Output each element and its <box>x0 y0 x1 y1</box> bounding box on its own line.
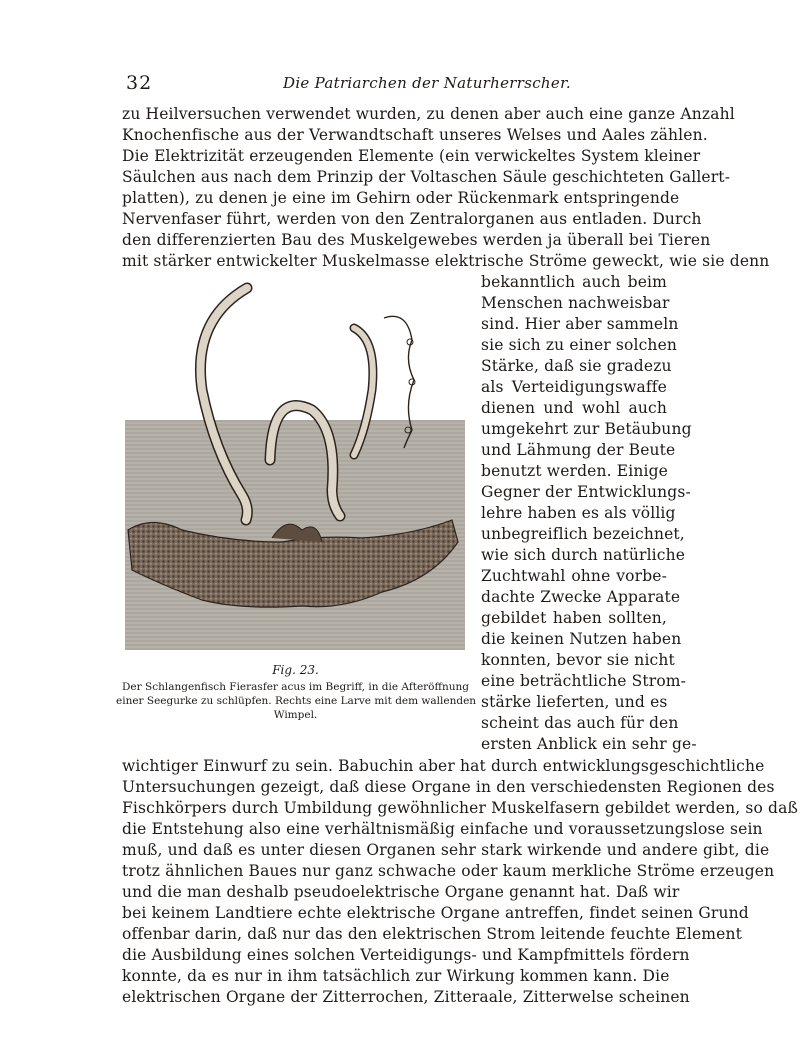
text-line: als Verteidigungswaffe <box>481 378 667 396</box>
text-line: Nervenfaser führt, werden von den Zentralorganen aus entladen. Durch <box>122 210 702 228</box>
text-line: und Lähmung der Beute <box>481 441 676 459</box>
text-line: wichtiger Einwurf zu sein. Babuchin aber hat durch entwicklungsgeschichtliche <box>122 757 765 775</box>
text-line: Gegner der Entwicklungs- <box>481 483 691 501</box>
text-line: sie sich zu einer solchen <box>481 336 678 354</box>
text-line: die Ausbildung eines solchen Verteidigungs- und Kampfmittels fördern <box>122 946 690 964</box>
text-line: offenbar darin, daß nur das den elektrischen Strom leitende feuchte Element <box>122 925 742 943</box>
text-line: Zuchtwahl ohne vorbe- <box>481 567 667 585</box>
text-line: Die Elektrizität erzeugenden Elemente (ein verwickeltes System kleiner <box>122 147 701 165</box>
text-line: scheint das auch für den <box>481 714 679 732</box>
text-line: konnten, bevor sie nicht <box>481 651 675 669</box>
text-line: Knochenfische aus der Verwandtschaft unseres Welses und Aales zählen. <box>122 126 708 144</box>
text-line: die Entstehung also eine verhältnismäßig einfache und voraussetzungslose sein <box>122 820 763 838</box>
text-line: lehre haben es als völlig <box>481 504 676 522</box>
figure-label: Fig. 23. <box>272 663 319 677</box>
text-line: Stärke, daß sie gradezu <box>481 357 672 375</box>
text-line: Fischkörpers durch Umbildung gewöhnlicher Muskelfasern gebildet werden, so daß <box>122 799 798 817</box>
text-line: bekanntlich auch beim <box>481 273 667 291</box>
text-line: wie sich durch natürliche <box>481 546 686 564</box>
text-line: gebildet haben sollten, <box>481 609 667 627</box>
figure-caption-line: Wimpel. <box>273 709 318 721</box>
text-line: und die man deshalb pseudoelektrische Organe genannt hat. Daß wir <box>122 883 680 901</box>
text-line: dachte Zwecke Apparate <box>481 588 681 606</box>
text-line: unbegreiflich bezeichnet, <box>481 525 685 543</box>
text-line: bei keinem Landtiere echte elektrische Organe antreffen, findet seinen Grund <box>122 904 749 922</box>
text-line: trotz ähnlichen Baues nur ganz schwache oder kaum merkliche Ströme erzeugen <box>122 862 775 880</box>
text-line: zu Heilversuchen verwendet wurden, zu denen aber auch eine ganze Anzahl <box>122 105 735 123</box>
text-line: den differenzierten Bau des Muskelgewebes werden ja überall bei Tieren <box>122 231 711 249</box>
text-line: Säulchen aus nach dem Prinzip der Voltaschen Säule geschichteten Gallert- <box>122 168 731 186</box>
text-line: stärke lieferten, und es <box>481 693 668 711</box>
text-line: elektrischen Organe der Zitterrochen, Zitteraale, Zitterwelse scheinen <box>122 988 690 1006</box>
text-line: muß, und daß es unter diesen Organen sehr stark wirkende und andere gibt, die <box>122 841 770 859</box>
text-line: mit stärker entwickelter Muskelmasse elektrische Ströme geweckt, wie sie denn <box>122 252 770 270</box>
figure-caption-line: Der Schlangenfisch Fierasfer acus im Begriff, in die Afteröffnung <box>122 681 469 693</box>
text-line: benutzt werden. Einige <box>481 462 668 480</box>
text-line: ersten Anblick ein sehr ge- <box>481 735 697 753</box>
text-line: Untersuchungen gezeigt, daß diese Organe in den verschiedensten Regionen des <box>122 778 775 796</box>
figure-illustration <box>122 280 469 658</box>
figure-caption-line: einer Seegurke zu schlüpfen. Rechts eine Larve mit dem wallenden <box>116 695 477 707</box>
text-line: sind. Hier aber sammeln <box>481 315 679 333</box>
text-line: die keinen Nutzen haben <box>481 630 682 648</box>
text-line: Menschen nachweisbar <box>481 294 670 312</box>
text-line: konnte, da es nur in ihm tatsächlich zur Wirkung kommen kann. Die <box>122 967 670 985</box>
text-line: eine beträchtliche Strom- <box>481 672 687 690</box>
text-line: platten), zu denen je eine im Gehirn oder Rückenmark entspringende <box>122 189 680 207</box>
page-number: 32 <box>126 72 153 94</box>
running-head: Die Patriarchen der Naturherrscher. <box>283 74 571 92</box>
text-line: dienen und wohl auch <box>481 399 667 417</box>
text-line: umgekehrt zur Betäubung <box>481 420 692 438</box>
